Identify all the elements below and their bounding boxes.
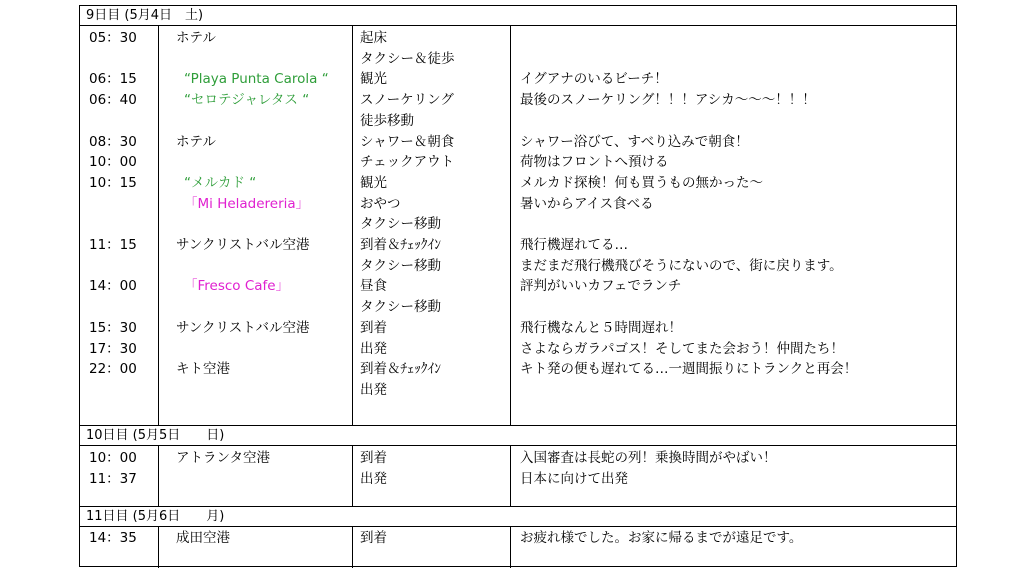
place-cell: アトランタ空港 — [176, 450, 270, 466]
time-cell: 17：30 — [89, 340, 137, 357]
activity-cell: タクシー移動 — [360, 299, 441, 316]
note-cell: シャワー浴びて、すべり込みで朝食！ — [520, 133, 749, 150]
place-cell: ホテル — [176, 133, 216, 150]
activity-cell: 起床 — [360, 30, 387, 46]
time-cell: 05：30 — [89, 30, 137, 46]
column-divider — [352, 26, 353, 425]
activity-cell: 到着 — [360, 530, 387, 546]
note-cell: メルカド探検！何も買うもの無かった～ — [520, 174, 763, 191]
place-cell: “メルカド “ — [184, 174, 257, 191]
note-cell: 飛行機なんと５時間遅れ！ — [520, 319, 682, 336]
place-cell: ホテル — [176, 30, 216, 46]
time-cell: 06：40 — [89, 92, 137, 109]
column-divider — [352, 446, 353, 506]
time-cell: 08：30 — [89, 133, 137, 150]
column-divider — [158, 527, 159, 568]
time-cell: 10：15 — [89, 174, 137, 191]
note-cell: 飛行機遅れてる… — [520, 237, 628, 253]
activity-cell: 観光 — [360, 174, 387, 191]
activity-cell: おやつ — [360, 195, 401, 212]
time-cell: 11：15 — [89, 237, 137, 253]
itinerary-sheet — [79, 5, 957, 567]
place-cell: サンクリストバル空港 — [176, 237, 310, 253]
note-cell: 暑いからアイス食べる — [520, 195, 654, 212]
activity-cell: 到着＆ﾁｪｯｸｲﾝ — [360, 361, 441, 378]
time-cell: 15：30 — [89, 319, 137, 336]
activity-cell: 昼食 — [360, 278, 387, 295]
activity-cell: 到着＆ﾁｪｯｸｲﾝ — [360, 237, 441, 253]
time-cell: 10：00 — [89, 154, 137, 171]
activity-cell: チェックアウト — [360, 154, 455, 171]
activity-cell: 到着 — [360, 450, 387, 466]
day-header: 9日目 (5月4日 土) — [80, 6, 956, 26]
activity-cell: タクシー＆徒歩 — [360, 50, 455, 67]
time-cell: 14：00 — [89, 278, 137, 295]
day-header: 10日目 (5月5日 日) — [80, 426, 956, 446]
note-cell: 入国審査は長蛇の列！乗換時間がやばい！ — [520, 450, 777, 466]
activity-cell: 出発 — [360, 381, 387, 398]
activity-cell: 出発 — [360, 470, 387, 487]
time-cell: 06：15 — [89, 71, 137, 88]
place-cell: サンクリストバル空港 — [176, 319, 310, 336]
note-cell: お疲れ様でした。お家に帰るまでが遠足です。 — [520, 530, 803, 546]
place-cell: “Playa Punta Carola “ — [184, 71, 329, 88]
note-cell: さよならガラパゴス！そしてまた会おう！仲間たち！ — [520, 340, 844, 357]
column-divider — [510, 446, 511, 506]
activity-cell: タクシー移動 — [360, 257, 441, 274]
note-cell: キト発の便も遅れてる…一週間振りにトランクと再会！ — [520, 361, 858, 378]
note-cell: 最後のスノーケリング！！！アシカ～～～！！！ — [520, 92, 816, 109]
activity-cell: タクシー移動 — [360, 216, 441, 233]
note-cell: イグアナのいるビーチ！ — [520, 71, 668, 88]
time-cell: 22：00 — [89, 361, 137, 378]
column-divider — [158, 26, 159, 425]
place-cell: キト空港 — [176, 361, 230, 378]
time-cell: 11：37 — [89, 470, 137, 487]
time-cell: 14：35 — [89, 530, 137, 546]
time-cell: 10：00 — [89, 450, 137, 466]
column-divider — [510, 527, 511, 568]
note-cell: 日本に向けて出発 — [520, 470, 628, 487]
place-cell: 「Mi Heladereria」 — [184, 195, 310, 212]
place-cell: “セロテジャレタス “ — [184, 92, 310, 109]
activity-cell: 出発 — [360, 340, 387, 357]
note-cell: 評判がいいカフェでランチ — [520, 278, 682, 295]
day-header: 11日目 (5月6日 月) — [80, 507, 956, 527]
activity-cell: 到着 — [360, 319, 387, 336]
activity-cell: シャワー＆朝食 — [360, 133, 455, 150]
note-cell: 荷物はフロントへ預ける — [520, 154, 669, 171]
column-divider — [352, 527, 353, 568]
column-divider — [510, 26, 511, 425]
activity-cell: 徒歩移動 — [360, 112, 414, 129]
column-divider — [158, 446, 159, 506]
place-cell: 「Fresco Cafe」 — [184, 278, 290, 295]
note-cell: まだまだ飛行機飛びそうにないので、街に戻ります。 — [520, 257, 843, 274]
place-cell: 成田空港 — [176, 530, 230, 546]
activity-cell: 観光 — [360, 71, 387, 88]
activity-cell: スノーケリング — [360, 92, 454, 109]
